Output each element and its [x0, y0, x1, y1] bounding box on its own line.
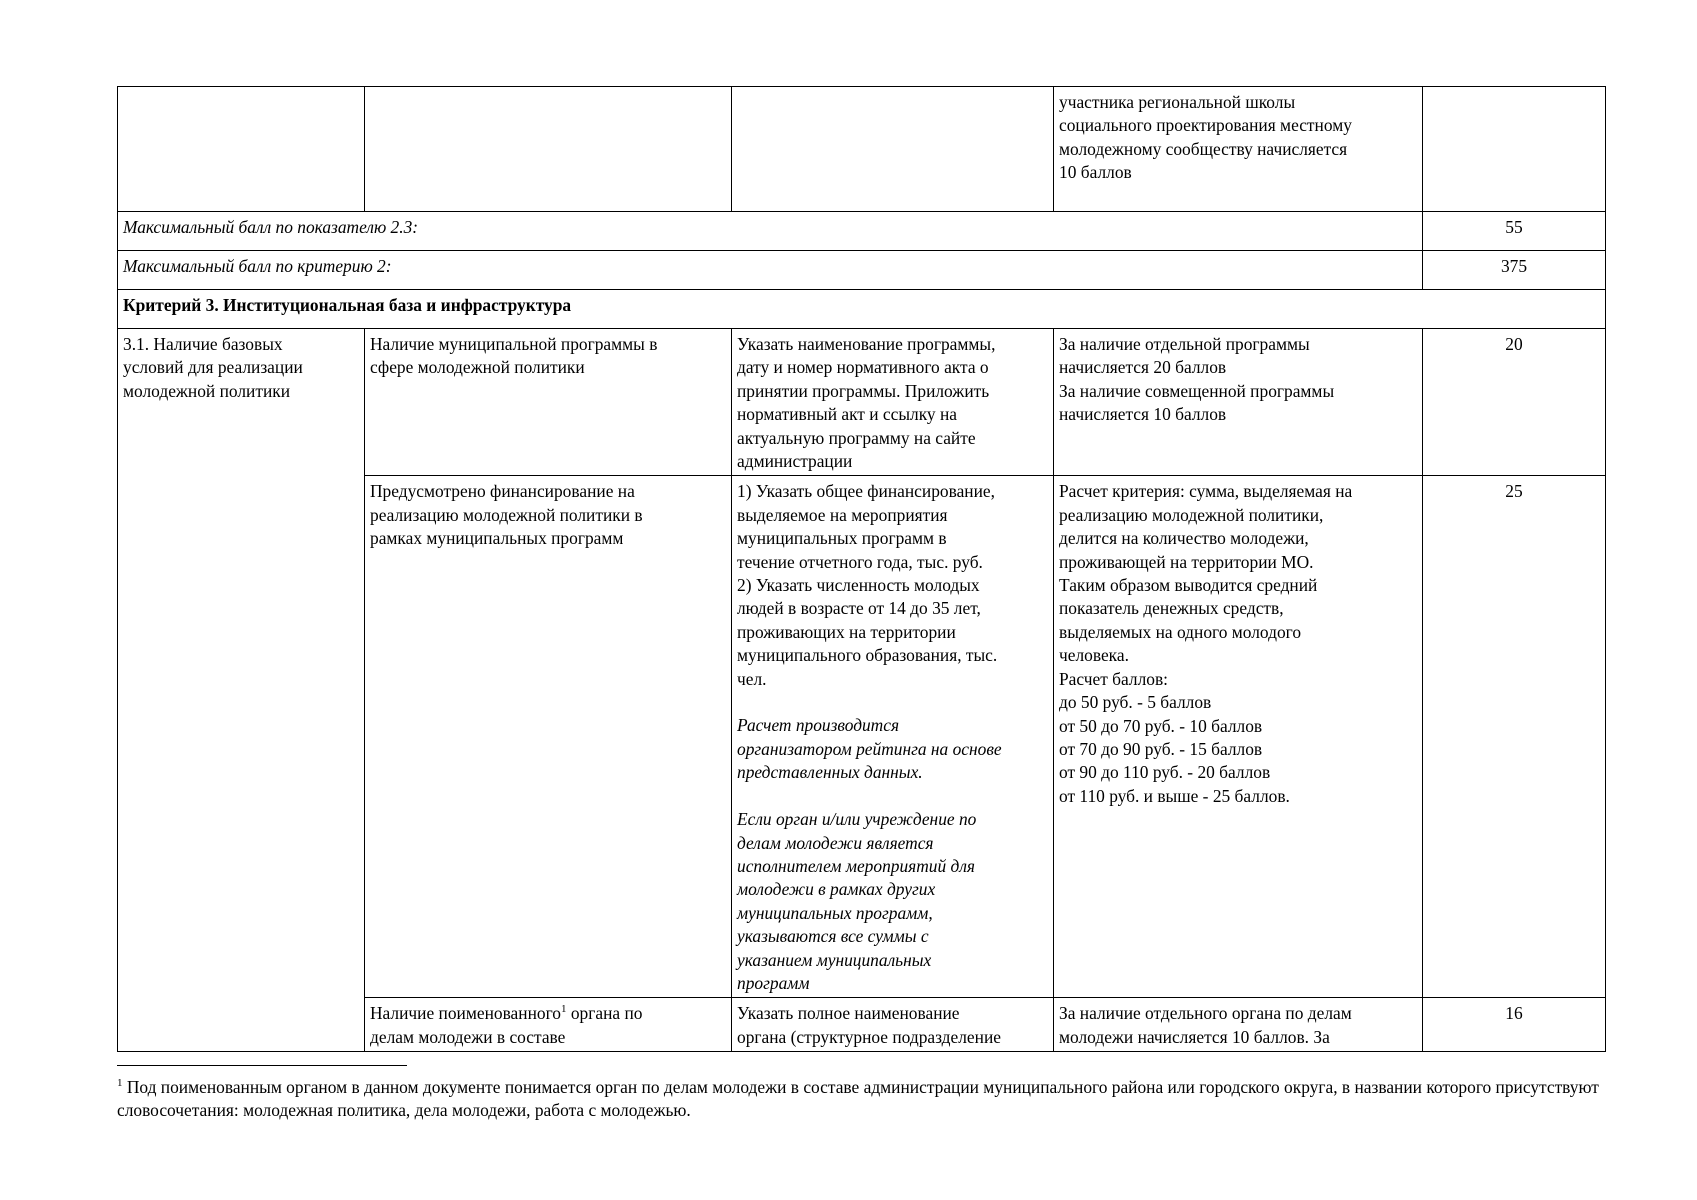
- table-row-criterion-header: [118, 290, 1606, 329]
- criteria-table: [117, 86, 1606, 1052]
- instruction-text: 1) Указать общее финансирование, выделяемое на мероприятия муниципальных программ в течение отчетного года, тыс. руб. 2) Указать численность молодых людей в возрасте от 14 до 35 лет, проживающих на территории муниципального образования, тыс. чел.: [737, 481, 998, 689]
- points-cell: 25: [1423, 476, 1606, 998]
- row-name: Наличие муниципальной программы в сфере молодежной политики: [370, 334, 658, 378]
- footnote-ref: 1: [560, 1003, 567, 1016]
- points-cell: 20: [1423, 329, 1606, 476]
- footnote-marker: 1: [117, 1077, 123, 1090]
- max-indicator-value: 55: [1423, 212, 1606, 251]
- footnote-text: Под поименованным органом в данном документе понимается орган по делам молодежи в составе администрации муниципального района или городского округа, в названии которого присутствуют словосочетания: молодежная политика, дела молодежи, работа с молодежью.: [117, 1077, 1599, 1121]
- instruction-cell: [732, 998, 1054, 1052]
- cell-empty: [1423, 87, 1606, 212]
- scoring-text: За наличие отдельного органа по делам молодежи начисляется 10 баллов. За: [1059, 1003, 1352, 1047]
- instruction-cell: [732, 476, 1054, 998]
- indicator-title: 3.1. Наличие базовых условий для реализации молодежной политики: [123, 334, 303, 401]
- instruction-text: Указать наименование программы, дату и номер нормативного акта о принятии программы. Приложить нормативный акт и ссылку на актуальную программу на сайте администрации: [737, 334, 996, 472]
- row-name-cell: [365, 998, 732, 1052]
- scoring-text: участника региональной школы социального проектирования местному молодежному сообществу начисляется 10 баллов: [1059, 92, 1352, 183]
- table-row-continuation: [118, 87, 1606, 212]
- footnote: [117, 1076, 1605, 1123]
- row-name: Наличие поименованного$^1$ органа по делам молодежи в составе: [370, 1003, 643, 1047]
- instruction-cell: [732, 329, 1054, 476]
- cell-empty: [365, 87, 732, 212]
- max-criterion-label: Максимальный балл по критерию 2:: [118, 251, 1423, 290]
- indicator-cell: [118, 329, 365, 1052]
- scoring-cell: [1054, 476, 1423, 998]
- scoring-cell: [1054, 329, 1423, 476]
- instruction-text: Указать полное наименование органа (структурное подразделение: [737, 1003, 1001, 1047]
- points-cell: 16: [1423, 998, 1606, 1052]
- scoring-cell: [1054, 998, 1423, 1052]
- cell-empty: [732, 87, 1054, 212]
- row-name: Предусмотрено финансирование на реализацию молодежной политики в рамках муниципальных программ: [370, 481, 643, 549]
- table-row: [118, 329, 1606, 476]
- scoring-text: За наличие отдельной программы начисляется 20 баллов За наличие совмещенной программы начисляется 10 баллов: [1059, 334, 1335, 425]
- scoring-cell: [1054, 87, 1423, 212]
- scoring-text: Расчет критерия: сумма, выделяемая на реализацию молодежной политики, делится на количество молодежи, проживающей на территории МО. Таким образом выводится средний показатель денежных средств, выделяемых на одного молодого человека. Расчет баллов: до 50 руб. - 5 баллов от 50 до 70 руб. - 10 баллов от 70 до 90 руб. - 15 баллов от 90 до 110 руб. - 20 баллов от 110 руб. и выше - 25 баллов.: [1059, 481, 1353, 806]
- row-name-cell: [365, 329, 732, 476]
- max-indicator-label: Максимальный балл по показателю 2.3:: [118, 212, 1423, 251]
- instruction-note: Если орган и/или учреждение по делам молодежи является исполнителем мероприятий для молодежи в рамках других муниципальных программ, указываются все суммы с указанием муниципальных программ: [737, 809, 977, 993]
- instruction-note: Расчет производится организатором рейтинга на основе представленных данных.: [737, 715, 1002, 783]
- table-row-max-criterion: [118, 251, 1606, 290]
- footnote-separator: [117, 1065, 407, 1066]
- cell-empty: [118, 87, 365, 212]
- criterion-header: Критерий 3. Институциональная база и инфраструктура: [118, 290, 1606, 329]
- table-row-max-indicator: [118, 212, 1606, 251]
- row-name-cell: [365, 476, 732, 998]
- max-criterion-value: 375: [1423, 251, 1606, 290]
